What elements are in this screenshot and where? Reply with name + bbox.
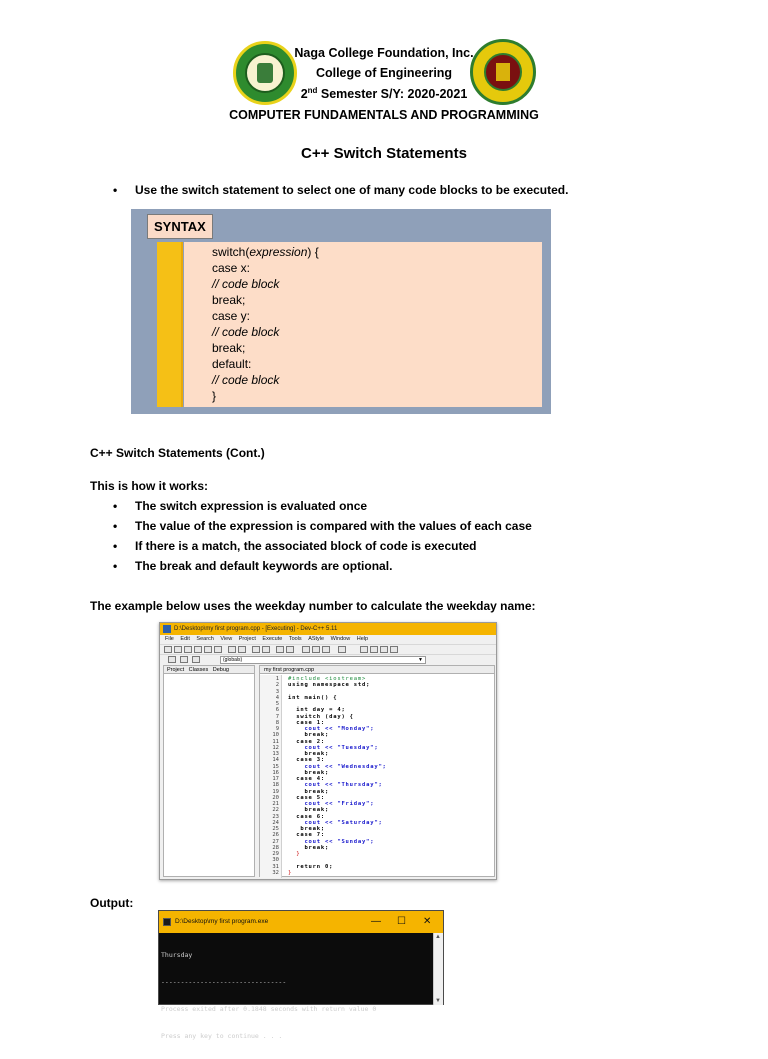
menu-item[interactable]: Project: [238, 636, 256, 642]
tab-debug[interactable]: Debug: [212, 667, 229, 673]
console-line: --------------------------------: [161, 978, 287, 986]
syntax-expression: expression: [249, 245, 308, 259]
list-item-text: The switch expression is evaluated once: [135, 499, 368, 513]
console-app-icon: [163, 918, 171, 926]
menu-item[interactable]: File: [165, 636, 174, 642]
console-line: Thursday: [161, 951, 193, 959]
syntax-line: // code block: [212, 325, 280, 339]
line-number: 13: [272, 751, 279, 757]
console-window-title: D:\Desktop\my first program.exe: [175, 918, 269, 925]
tab-project[interactable]: Project: [167, 667, 185, 673]
goto-bookmark-icon[interactable]: [192, 656, 200, 663]
menu-item[interactable]: Tools: [288, 636, 302, 642]
ide-menu-bar: [160, 635, 496, 644]
college-name: College of Engineering: [315, 66, 453, 80]
ide-toolbar-secondary: [160, 654, 496, 664]
print-icon[interactable]: [214, 646, 222, 653]
line-number: 32: [272, 869, 279, 876]
line-number: 17: [272, 776, 279, 782]
redo-icon[interactable]: [238, 646, 246, 653]
line-number: 8: [275, 719, 279, 726]
code-text: switch (day) {: [288, 713, 354, 720]
layout-icon[interactable]: [380, 646, 388, 653]
semester-number: 2: [300, 87, 308, 102]
project-panel: [163, 665, 255, 877]
line-number: 2: [275, 682, 279, 689]
semester-line: [0, 86, 768, 101]
institution-name: Naga College Foundation, Inc.: [294, 46, 474, 60]
menu-item[interactable]: Edit: [180, 636, 190, 642]
line-number: 15: [272, 763, 279, 770]
code-text: break;: [288, 788, 330, 795]
console-line: Press any key to continue . . .: [161, 1032, 283, 1040]
syntax-label: SYNTAX: [147, 214, 213, 239]
code-text: }: [288, 869, 293, 876]
code-text: cout << "Wednesday";: [288, 763, 387, 770]
code-text: using namespace std;: [288, 682, 371, 689]
toggle-bookmark-icon[interactable]: [180, 656, 188, 663]
semester-ordinal: nd: [307, 86, 318, 95]
bullet-dot: •: [113, 519, 118, 533]
line-number: 20: [272, 794, 279, 801]
menu-item[interactable]: Window: [330, 636, 351, 642]
line-number: 3: [275, 688, 279, 695]
compile-icon[interactable]: [302, 646, 310, 653]
find-icon[interactable]: [252, 646, 260, 653]
line-number: 28: [272, 844, 279, 851]
how-title: This is how it works:: [90, 479, 209, 493]
list-item: [113, 519, 532, 533]
syntax-line: default:: [212, 357, 252, 371]
minimize-button[interactable]: —: [371, 916, 381, 927]
code-text: case 3:: [288, 757, 326, 764]
seal-right-emblem: [496, 63, 510, 81]
code-text: cout << "Saturday";: [288, 819, 383, 826]
code-text: case 4:: [288, 776, 326, 782]
console-output: [161, 933, 433, 1040]
line-number: 10: [272, 732, 279, 739]
console-line: Process exited after 0.1848 seconds with return value 0: [161, 1005, 377, 1013]
code-text: case 2:: [288, 738, 326, 745]
project-panel-tabs: [164, 666, 254, 674]
code-text: cout << "Monday";: [288, 726, 375, 732]
undo-icon[interactable]: [228, 646, 236, 653]
syntax-box: [131, 209, 551, 414]
window-icon[interactable]: [370, 646, 378, 653]
bullet-dot: •: [113, 499, 118, 513]
line-number: 23: [272, 813, 279, 820]
ide-title-bar: [160, 623, 496, 635]
menu-item[interactable]: Search: [196, 636, 214, 642]
line-number: 16: [272, 769, 279, 776]
code-text: cout << "Sunday";: [288, 838, 375, 845]
line-number: 11: [272, 738, 279, 745]
line-number: 4: [275, 694, 279, 701]
grid-icon[interactable]: [390, 646, 398, 653]
maximize-button[interactable]: ☐: [397, 916, 406, 927]
code-text: cout << "Friday";: [288, 801, 375, 807]
ide-toolbar-main: [160, 644, 496, 654]
code-line: [260, 870, 496, 877]
line-number: 29: [272, 851, 279, 857]
code-text: int day = 4;: [288, 707, 346, 714]
menu-item[interactable]: Help: [356, 636, 369, 642]
code-text: break;: [288, 732, 330, 739]
line-number: 7: [275, 713, 279, 720]
code-text: int main() {: [288, 694, 338, 701]
code-text: break;: [288, 844, 330, 851]
ide-window-title: D:\Desktop\my first program.cpp - [Executing] - Dev-C++ 5.11: [174, 626, 338, 632]
debug-icon[interactable]: [338, 646, 346, 653]
syntax-line: break;: [212, 293, 246, 307]
section-title: C++ Switch Statements (Cont.): [90, 446, 265, 460]
syntax-line: // code block: [212, 373, 280, 387]
chart-icon[interactable]: [360, 646, 368, 653]
example-text: The example below uses the weekday number to calculate the weekday name:: [90, 599, 536, 613]
console-title-bar: [159, 911, 443, 933]
scope-select[interactable]: [220, 656, 426, 664]
line-number: 12: [272, 744, 279, 751]
syntax-line: break;: [212, 341, 246, 355]
replace-icon[interactable]: [262, 646, 270, 653]
code-text: break;: [288, 751, 330, 757]
code-text: break;: [288, 826, 326, 832]
open-file-icon[interactable]: [174, 646, 182, 653]
code-text: break;: [288, 769, 330, 776]
save-all-icon[interactable]: [194, 646, 202, 653]
menu-item[interactable]: Execute: [262, 636, 283, 642]
list-item: [113, 559, 392, 573]
line-number: 5: [275, 701, 279, 707]
syntax-line: case y:: [212, 309, 251, 323]
line-number: 27: [272, 838, 279, 845]
syntax-line: }: [212, 389, 217, 403]
menu-item[interactable]: View: [220, 636, 233, 642]
run-icon[interactable]: [312, 646, 320, 653]
menu-item[interactable]: AStyle: [308, 636, 325, 642]
list-item-text: If there is a match, the associated block of code is executed: [135, 539, 477, 553]
line-number: 25: [272, 826, 279, 832]
code-editor[interactable]: [259, 665, 495, 877]
line-number: 6: [275, 707, 279, 714]
line-number: 22: [272, 807, 279, 814]
syntax-code-panel: [184, 242, 542, 407]
bullet-dot: •: [113, 559, 118, 573]
bullet-dot: •: [113, 539, 118, 553]
scroll-down-icon[interactable]: ▼: [435, 998, 441, 1004]
app-icon: [163, 625, 171, 633]
indent-icon[interactable]: [276, 646, 284, 653]
code-text: case 6:: [288, 813, 326, 820]
line-number: 1: [275, 676, 279, 682]
list-item: [113, 499, 367, 513]
save-icon[interactable]: [184, 646, 192, 653]
scroll-up-icon[interactable]: ▲: [435, 934, 441, 940]
syntax-line: case x:: [212, 261, 251, 275]
editor-tab[interactable]: my first program.cpp: [260, 666, 494, 674]
line-number: 18: [272, 782, 279, 789]
code-text: case 7:: [288, 832, 326, 839]
new-file-icon[interactable]: [164, 646, 172, 653]
college-seal-right: [470, 39, 536, 105]
console-scrollbar[interactable]: [433, 933, 443, 1005]
line-number: 21: [272, 801, 279, 807]
unindent-icon[interactable]: [286, 646, 294, 653]
line-number: 19: [272, 788, 279, 795]
code-text: }: [288, 851, 301, 857]
intro-bullet-text: Use the switch statement to select one of many code blocks to be executed.: [135, 183, 569, 197]
document-header: [0, 38, 768, 128]
chevron-down-icon: ▼: [418, 657, 423, 663]
tab-classes[interactable]: Classes: [188, 667, 209, 673]
page-title: C++ Switch Statements: [301, 145, 467, 162]
list-item-text: The break and default keywords are optional.: [135, 559, 393, 573]
close-button[interactable]: ✕: [423, 916, 432, 927]
compile-run-icon[interactable]: [322, 646, 330, 653]
code-text: case 5:: [288, 794, 326, 801]
code-text: break;: [288, 807, 330, 814]
line-number: 9: [275, 726, 279, 732]
line-number: 30: [272, 857, 279, 864]
close-file-icon[interactable]: [204, 646, 212, 653]
line-number: 26: [272, 832, 279, 839]
output-label: Output:: [90, 896, 134, 910]
semester-text: Semester S/Y: 2020-2021: [317, 87, 468, 102]
line-number: 24: [272, 819, 279, 826]
code-text: #include <iostream>: [288, 676, 367, 682]
scope-select-value: (globals): [223, 657, 243, 663]
bullet-dot: •: [113, 183, 118, 197]
list-item: [113, 539, 476, 553]
syntax-line: // code block: [212, 277, 280, 291]
syntax-line: switch(expression) {: [212, 245, 319, 259]
ide-screenshot: [159, 622, 497, 880]
console-window: [158, 910, 444, 1040]
syntax-stripe: [157, 242, 183, 407]
code-text: cout << "Thursday";: [288, 782, 383, 789]
line-number: 14: [272, 757, 279, 764]
list-item-text: The value of the expression is compared with the values of each case: [135, 519, 532, 533]
seal-right-inner: [484, 53, 522, 91]
line-number: 31: [272, 863, 279, 870]
code-text: return 0;: [288, 863, 334, 870]
course-name: COMPUTER FUNDAMENTALS AND PROGRAMMING: [229, 108, 539, 122]
insert-icon[interactable]: [168, 656, 176, 663]
intro-bullet: [113, 183, 568, 197]
code-text: case 1:: [288, 719, 326, 726]
code-text: cout << "Tuesday";: [288, 744, 379, 751]
